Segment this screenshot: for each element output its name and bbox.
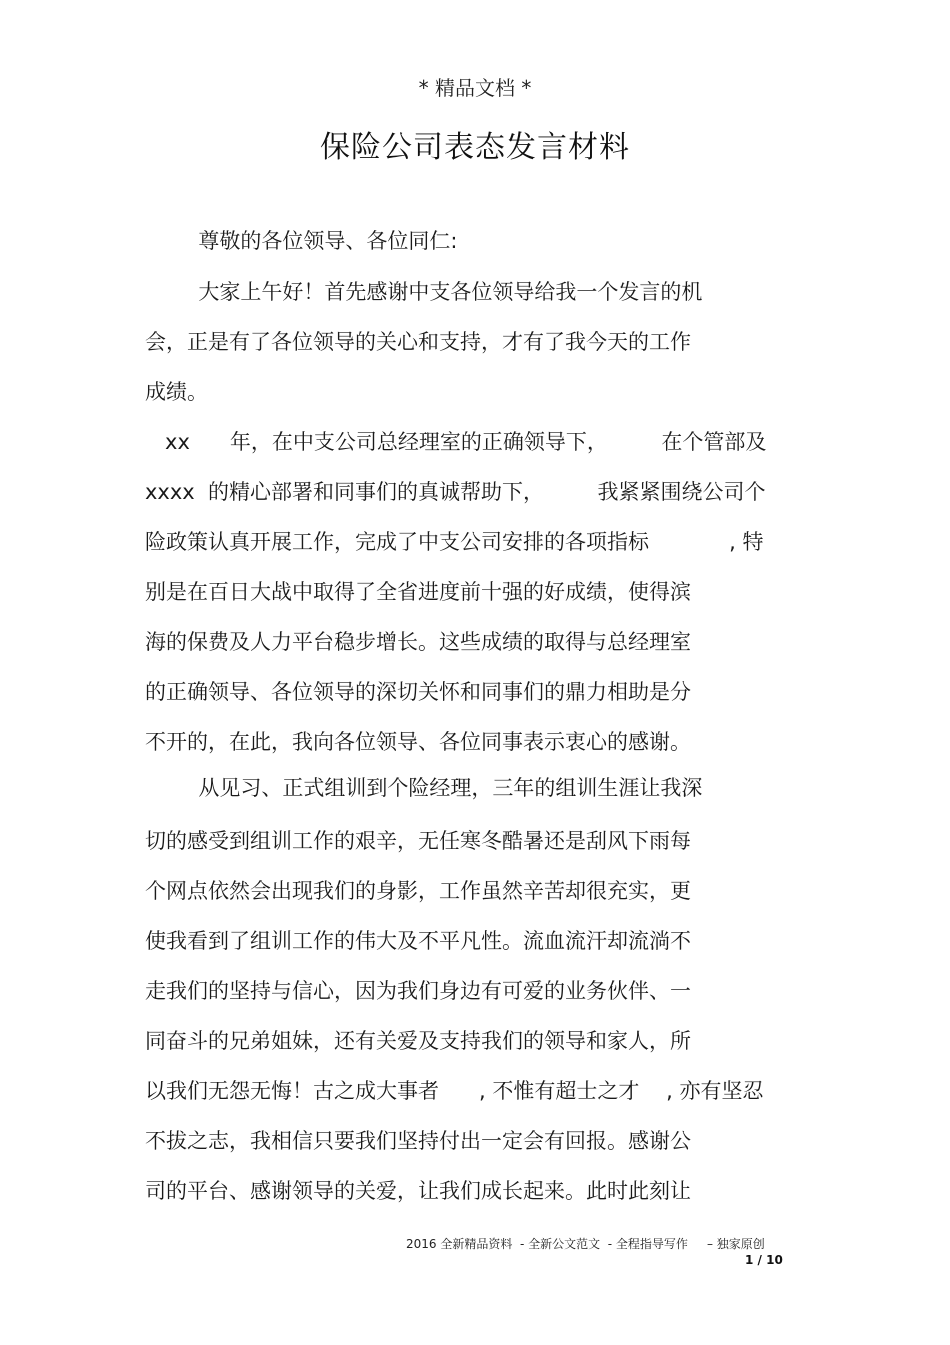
body-line: 同奋斗的兄弟姐妹，还有关爱及支持我们的领导和家人，所: [145, 1029, 691, 1053]
body-line: 以我们无怨无悔！古之成大事者 , 不惟有超士之才 , 亦有坚忍: [145, 1079, 764, 1103]
footer-text: 2016 全新精品资料 - 全新公文范文 - 全程指导写作 – 独家原创: [406, 1237, 765, 1251]
page-number: 1 / 10: [745, 1253, 783, 1267]
body-line: 走我们的坚持与信心，因为我们身边有可爱的业务伙伴、一: [145, 979, 691, 1003]
body-line: 的正确领导、各位领导的深切关怀和同事们的鼎力相助是分: [145, 680, 691, 704]
body-line: 个网点依然会出现我们的身影，工作虽然辛苦却很充实，更: [145, 879, 691, 903]
body-line: 别是在百日大战中取得了全省进度前十强的好成绩，使得滨: [145, 580, 691, 604]
body-line: 从见习、正式组训到个险经理，三年的组训生涯让我深: [145, 776, 703, 800]
body-line: 切的感受到组训工作的艰辛，无任寒冬酷暑还是刮风下雨每: [145, 829, 691, 853]
body-line: xx 年，在中支公司总经理室的正确领导下， 在个管部及: [145, 430, 767, 454]
body-line: 使我看到了组训工作的伟大及不平凡性。流血流汗却流淌不: [145, 929, 691, 953]
body-line: 险政策认真开展工作，完成了中支公司安排的各项指标 , 特: [145, 530, 764, 554]
body-line: 成绩。: [145, 380, 208, 404]
body-line: 不拔之志，我相信只要我们坚持付出一定会有回报。感谢公: [145, 1129, 691, 1153]
body-line: 尊敬的各位领导、各位同仁:: [145, 229, 458, 253]
body-line: 大家上午好！首先感谢中支各位领导给我一个发言的机: [145, 280, 703, 304]
body-line: 司的平台、感谢领导的关爱，让我们成长起来。此时此刻让: [145, 1179, 691, 1203]
document-title: 保险公司表态发言材料: [320, 130, 630, 165]
body-line: 不开的，在此，我向各位领导、各位同事表示衷心的感谢。: [145, 730, 691, 754]
body-line: 海的保费及人力平台稳步增长。这些成绩的取得与总经理室: [145, 630, 691, 654]
header-mark: * 精品文档 *: [418, 76, 532, 100]
body-line: xxxx 的精心部署和同事们的真诚帮助下， 我紧紧围绕公司个: [145, 480, 766, 504]
body-line: 会，正是有了各位领导的关心和支持，才有了我今天的工作: [145, 330, 691, 354]
